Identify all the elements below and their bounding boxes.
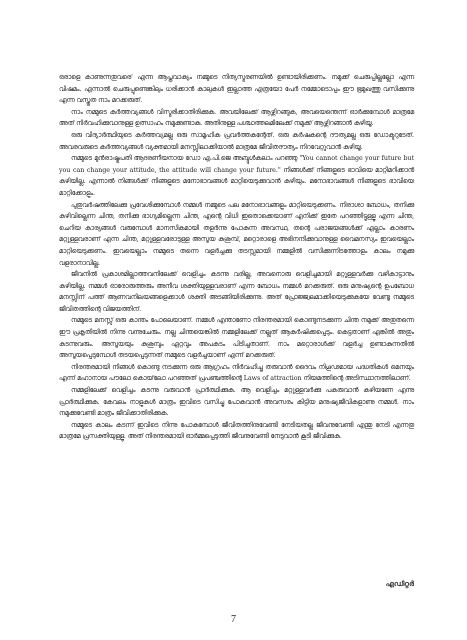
paragraph: നാം നമ്മുടെ കർത്തവ്യങ്ങൾ വിസ്മരിക്കാതിരിക്കുക. അവയിലേക്ക് ആഴ്ന്നിറങ്ങുക, അവയെന്തെന്ന് ഓർക്കുമ്പോൾ മാത്രമേ അത് നിർവഹിക്കുവാനുള്ള ഉത്സാഹം നമുക്കുണ്ടാകു. അതിനുള്ള പശ്ചാത്തലമിലേക്ക് നമുക്ക് ആഴ്ന്നിറങ്ങാൻ കഴിയൂ. xyxy=(59,108,414,128)
paragraph: ഒരു വിദ്യാർത്ഥിയുടെ കർത്തവ്യമല്ല ഒരു സാമൂഹിക പ്രവർത്തകന്റേത്. ഒരു കർഷകന്റെ ദൗത്യമല്ല ഒരു ഡോക്ടറുടേത്. അവരവരുടെ കർത്തവ്യങ്ങൾ വ്യക്തമായി മനസ്സിലാക്കിയാൽ മാത്രമേ ജീവിതദൗത്യം നിറവേറ്റുവാൻ കഴിയൂ. xyxy=(59,131,414,151)
paragraph: ഒരാളെ കാണുന്നതുവരെ' എന്ന ആപ്തവാക്യം നമ്മുടെ നിത്യസ്മരണയിൽ ഉണ്ടായിരിക്കണം. നമുക്ക് ചെരുപ്പില്ലല്ലോ എന്ന വിഷമം. എന്നാൽ ചെരുപ്പുണ്ടെങ്കിലും ധരിക്കാൻ കാലുകൾ ഇല്ലാത്ത എത്രയോ പേർ നമ്മോടൊപ്പം ഈ ഭൂമുഖത്തു വസിക്കുന്നു എന്ന വസ്തുത നാം മറക്കരുത്. xyxy=(59,74,414,105)
paragraph: നമ്മുടെ മനസ്സ് ഒരു കാന്തം പോലെയാണ്. നമ്മൾ എന്താണോ നിരന്തരമായി കൊണ്ടുനടക്കുന്ന ചിന്ത നമുക്ക് അതുതന്നെ ഈ പ്രകൃതിയിൽ നിന്നു വന്നുചേരും. നല്ല ചിന്തയെങ്കിൽ നമ്മളിലേക്ക് നല്ലത് ആകർഷിക്കപ്പെടും. കെട്ടതാണ് എങ്കിൽ അതും കടന്നുവരും. അസൂയയും കുശുമ്പും ഏറ്റവും അപകടം പിടിച്ചതാണ്. നാം മറ്റൊരാൾക്ക് വളർച്ച ഉണ്ടാകുന്നതിൽ അസൂയപ്പെടുമ്പോൾ തടയപ്പെടുന്നത് നമ്മുടെ വളർച്ചയാണ് എന്ന് മറക്കരുത്. xyxy=(59,317,414,360)
paragraph: ജീവനിൽ പ്രകാശമില്ലാത്തവനിലേക്ക് വെളിച്ചം കടന്നു വരില്ല, അവനൊരു വെളിച്ചമായി മറ്റുള്ളവർക്കു വഴികാട്ടാനും കഴിയില്ല. നമ്മൾ ഓരോരുത്തരും അനീവ ശക്തിയുള്ളവരാണ് എന്ന ബോധം നമ്മൾ മറക്കരുത്. ഒരു മനുഷ്യന്റെ ഉപബോധ മനസ്സിന് പത്ത് ആണവനിലയങ്ങളെക്കാൾ ശക്തി അടങ്ങിയിരിക്കുന്നു. അത് പ്രോജ്ജ്വലമാക്കിയെടുക്കുകയേ വേണ്ടൂ നമ്മുടെ ജീവിതത്തിന്റെ വിജയത്തിന്. xyxy=(59,271,414,313)
editor-signature: എഡിറ്റർ xyxy=(385,580,414,588)
paragraph: നിരന്തരമായി നിങ്ങൾ കൊണ്ടു നടക്കുന്ന ഒരു ആഗ്രഹം നിർവഹിച്ചു തരുവാൻ ദൈവം നിഗൂഢമായ പദ്ധതികൾ മെനയും എന്ന് മഹാനായ പൗലോ കൊയ്‌ലോ പറഞ്ഞത് പ്രപഞ്ചത്തിന്റെ Laws of attraction നിയമത്തിന്റെ അടിസ്ഥാനത്തിലാണ്. xyxy=(59,363,414,383)
article-body xyxy=(59,72,414,443)
paragraph: നമ്മുടെ മുൻരാഷ്ട്രപതി ആദരണീയനായ ഡോ എ.പി.ജെ അബ്ദുൾകലാം പറഞ്ഞു "You cannot change your future but you can change your attitude, the attitude will change your future." നിങ്ങൾക്ക് നിങ്ങളുടെ ഭാവിയെ മാറ്റിമറിക്കാൻ കഴിയില്ല. എന്നാൽ നിങ്ങൾക്ക് നിങ്ങളുടെ മനോഭാവങ്ങൾ മാറ്റിയെടുക്കുവാൻ കഴിയും. മനോഭാവങ്ങൾ നിങ്ങളുടെ ഭാവിയെ മാറ്റിക്കോളും. xyxy=(59,155,414,197)
page-number: 7 xyxy=(231,614,236,625)
paragraph: പുതുവർഷത്തിലേക്കു പ്രവേശിക്കുമ്പോൾ നമ്മൾ നമ്മുടെ പല മനോഭാവങ്ങളും മാറ്റിയെടുക്കണം. നിരാശാ ബോധം, തനിക്കു കഴിവില്ലെന്ന ചിന്ത, തനിക്കു ഭാഗ്യമില്ലെന്ന ചിന്ത, എന്റെ വിധി ഇതൊക്കെയാണ് എനിക്ക് ഇതേ പറഞ്ഞിട്ടുള്ളൂ എന്ന ചിന്ത, ചെറിയ കാര്യങ്ങൾ വരുമ്പോൾ മാനസികമായി തളർന്നു പോകുന്ന അവസ്ഥ, തന്റെ പരാജയങ്ങൾക്ക് എല്ലാം കാരണം മറ്റുള്ളവരാണ് എന്ന ചിന്ത, മറ്റുള്ളവരോടുള്ള അസൂയ കുശുമ്പ്, മറ്റൊരാളെ അഭിനന്ദിക്കുവാനുള്ള വൈമനസ്യം ഇവയെല്ലാം മാറ്റിയെടുക്കണം. ഇവയെല്ലാം നമ്മുടെ തന്നെ വളർച്ചക്കു തടസ്സമായി നമ്മളിൽ വസിക്കുന്നിടത്തോളം കാലം നമുക്കു വളരാനാവില്ല. xyxy=(59,201,414,267)
paragraph: നമ്മളിലേക്ക് വെളിച്ചം കടന്നു വരുവാൻ പ്രാർത്ഥിക്കുക. ആ വെളിച്ചം മറ്റുള്ളവർക്കു പകരുവാൻ കഴിയണേ എന്നു പ്രാർത്ഥിക്കുക. കേവലം നാളുകൾ മാത്രം ഇവിടെ വസിച്ചു പോകുവാൻ അവസരം കിട്ടിയ മനുഷ്യജീവികളാണു നമ്മൾ. നാം നമുക്കുവേണ്ടി മാത്രം ജീവിക്കാതിരിക്കുക. xyxy=(59,387,414,418)
paragraph: നമ്മുടെ കാലം കടന്ന് ഇവിടെ നിന്നു പോകുമ്പോൾ ജീവിതത്തിനുവേണ്ടി നേടിയതല്ല ജീവനുവേണ്ടി എന്തു നേടി എന്നതു മാത്രമേ പ്രസക്തിയുള്ളൂ. അത് നിരന്തരമായി ഓർമ്മപ്പെടുത്തി ജീവനുവേണ്ടി നേടുവാൻ കൂടി ജീവിക്കുക. xyxy=(59,421,414,441)
